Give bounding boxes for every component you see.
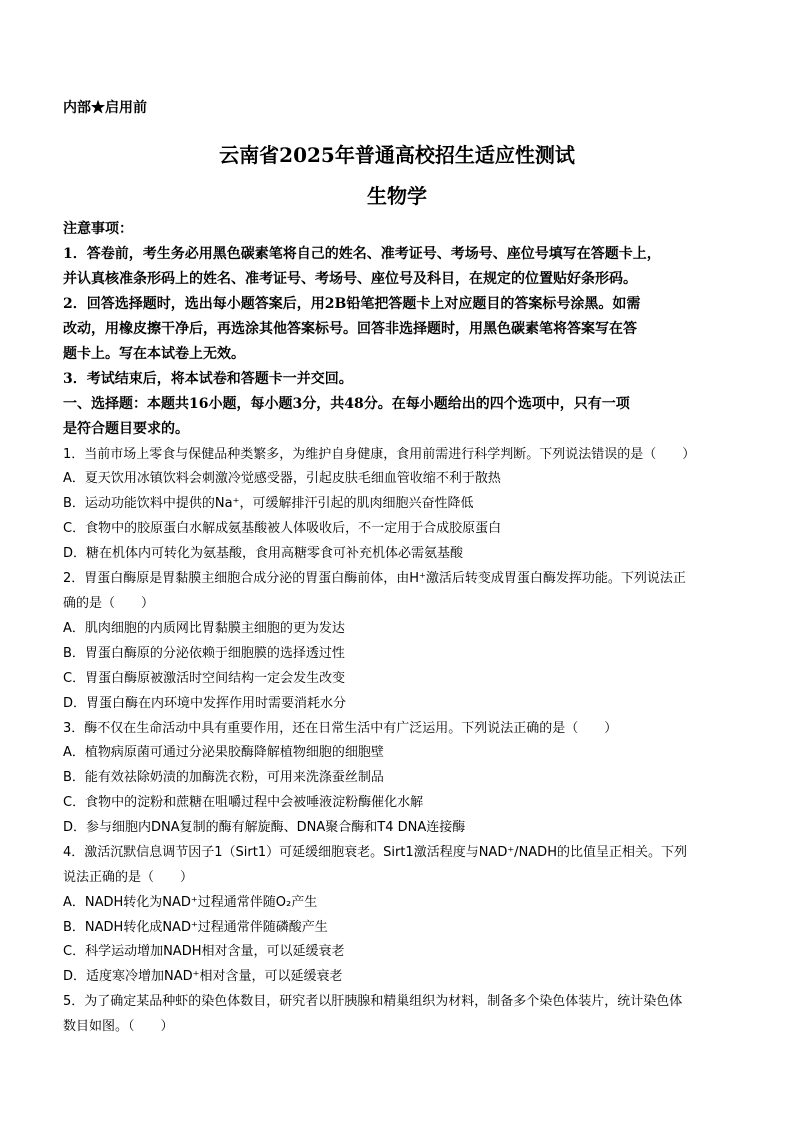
note-line: 题卡上。写在本试卷上无效。 xyxy=(63,346,245,362)
question-stem: 2．胃蛋白酶原是胃黏膜主细胞合成分泌的胃蛋白酶前体，由H⁺激活后转变成胃蛋白酶发挥功能。下列说法正 xyxy=(63,571,686,586)
section-heading: 一、选择题：本题共16小题，每小题3分，共48分。在每小题给出的四个选项中，只有一项 xyxy=(63,396,630,412)
question-stem: 说法正确的是（ ） xyxy=(63,870,194,885)
section-heading: 是符合题目要求的。 xyxy=(63,421,189,437)
exam-title: 云南省2025年普通高校招生适应性测试 xyxy=(219,143,575,167)
note-line: 2．回答选择题时，选出每小题答案后，用2B铅笔把答题卡上对应题目的答案标号涂黑。如需 xyxy=(63,296,641,312)
answer-option: B．胃蛋白酶原的分泌依赖于细胞膜的选择透过性 xyxy=(63,646,345,661)
answer-option: A．夏天饮用冰镇饮料会刺激冷觉感受器，引起皮肤毛细血管收缩不利于散热 xyxy=(63,471,501,486)
question-stem: 4．激活沉默信息调节因子1（Sirt1）可延缓细胞衰老。Sirt1激活程度与NAD⁺/NADH的比值呈正相关。下列 xyxy=(63,845,687,860)
question-stem: 确的是（ ） xyxy=(63,596,155,611)
note-line: 1．答卷前，考生务必用黑色碳素笔将自己的姓名、准考证号、考场号、座位号填写在答题卡上， xyxy=(63,246,661,262)
answer-option: C．胃蛋白酶原被激活时空间结构一定会发生改变 xyxy=(63,671,346,686)
answer-option: B．NADH转化成NAD⁺过程通常伴随磷酸产生 xyxy=(63,920,328,935)
answer-option: A．肌肉细胞的内质网比胃黏膜主细胞的更为发达 xyxy=(63,621,345,636)
note-line: 并认真核准条形码上的姓名、准考证号、考场号、座位号及科目，在规定的位置贴好条形码。 xyxy=(63,271,637,287)
note-line: 3．考试结束后，将本试卷和答题卡一并交回。 xyxy=(63,371,353,387)
answer-option: B．能有效祛除奶渍的加酶洗衣粉，可用来洗涤蚕丝制品 xyxy=(63,770,384,785)
note-line: 改动，用橡皮擦干净后，再选涂其他答案标号。回答非选择题时，用黑色碳素笔将答案写在答 xyxy=(63,321,637,337)
answer-option: D．适度寒冷增加NAD⁺相对含量，可以延缓衰老 xyxy=(63,969,343,984)
answer-option: C．食物中的淀粉和蔗糖在咀嚼过程中会被唾液淀粉酶催化水解 xyxy=(63,795,424,810)
question-stem: 5．为了确定某品种虾的染色体数目，研究者以肝胰腺和精巢组织为材料，制备多个染色体装片，统计染色体 xyxy=(63,994,683,1009)
answer-option: D．参与细胞内DNA复制的酶有解旋酶、DNA聚合酶和T4 DNA连接酶 xyxy=(63,820,466,835)
subject-title: 生物学 xyxy=(367,184,427,208)
answer-option: B．运动功能饮料中提供的Na⁺，可缓解排汗引起的肌肉细胞兴奋性降低 xyxy=(63,496,474,511)
answer-option: D．胃蛋白酶在内环境中发挥作用时需要消耗水分 xyxy=(63,696,347,711)
answer-option: A．NADH转化为NAD⁺过程通常伴随O₂产生 xyxy=(63,895,318,910)
question-stem: 数目如图。（ ） xyxy=(63,1019,174,1034)
answer-option: A．植物病原菌可通过分泌果胶酶降解植物细胞的细胞壁 xyxy=(63,745,384,760)
notes-heading: 注意事项： xyxy=(63,221,133,237)
answer-option: C．科学运动增加NADH相对含量，可以延缓衰老 xyxy=(63,944,345,959)
confidential-stamp: 内部★启用前 xyxy=(63,100,147,116)
answer-option: C．食物中的胶原蛋白水解成氨基酸被人体吸收后，不一定用于合成胶原蛋白 xyxy=(63,521,502,536)
answer-option: D．糖在机体内可转化为氨基酸，食用高糖零食可补充机体必需氨基酸 xyxy=(63,546,464,561)
question-stem: 1．当前市场上零食与保健品种类繁多，为维护自身健康，食用前需进行科学判断。下列说法错误的是（ ） xyxy=(63,447,696,462)
question-stem: 3．酶不仅在生命活动中具有重要作用，还在日常生活中有广泛运用。下列说法正确的是（ ） xyxy=(63,721,618,736)
